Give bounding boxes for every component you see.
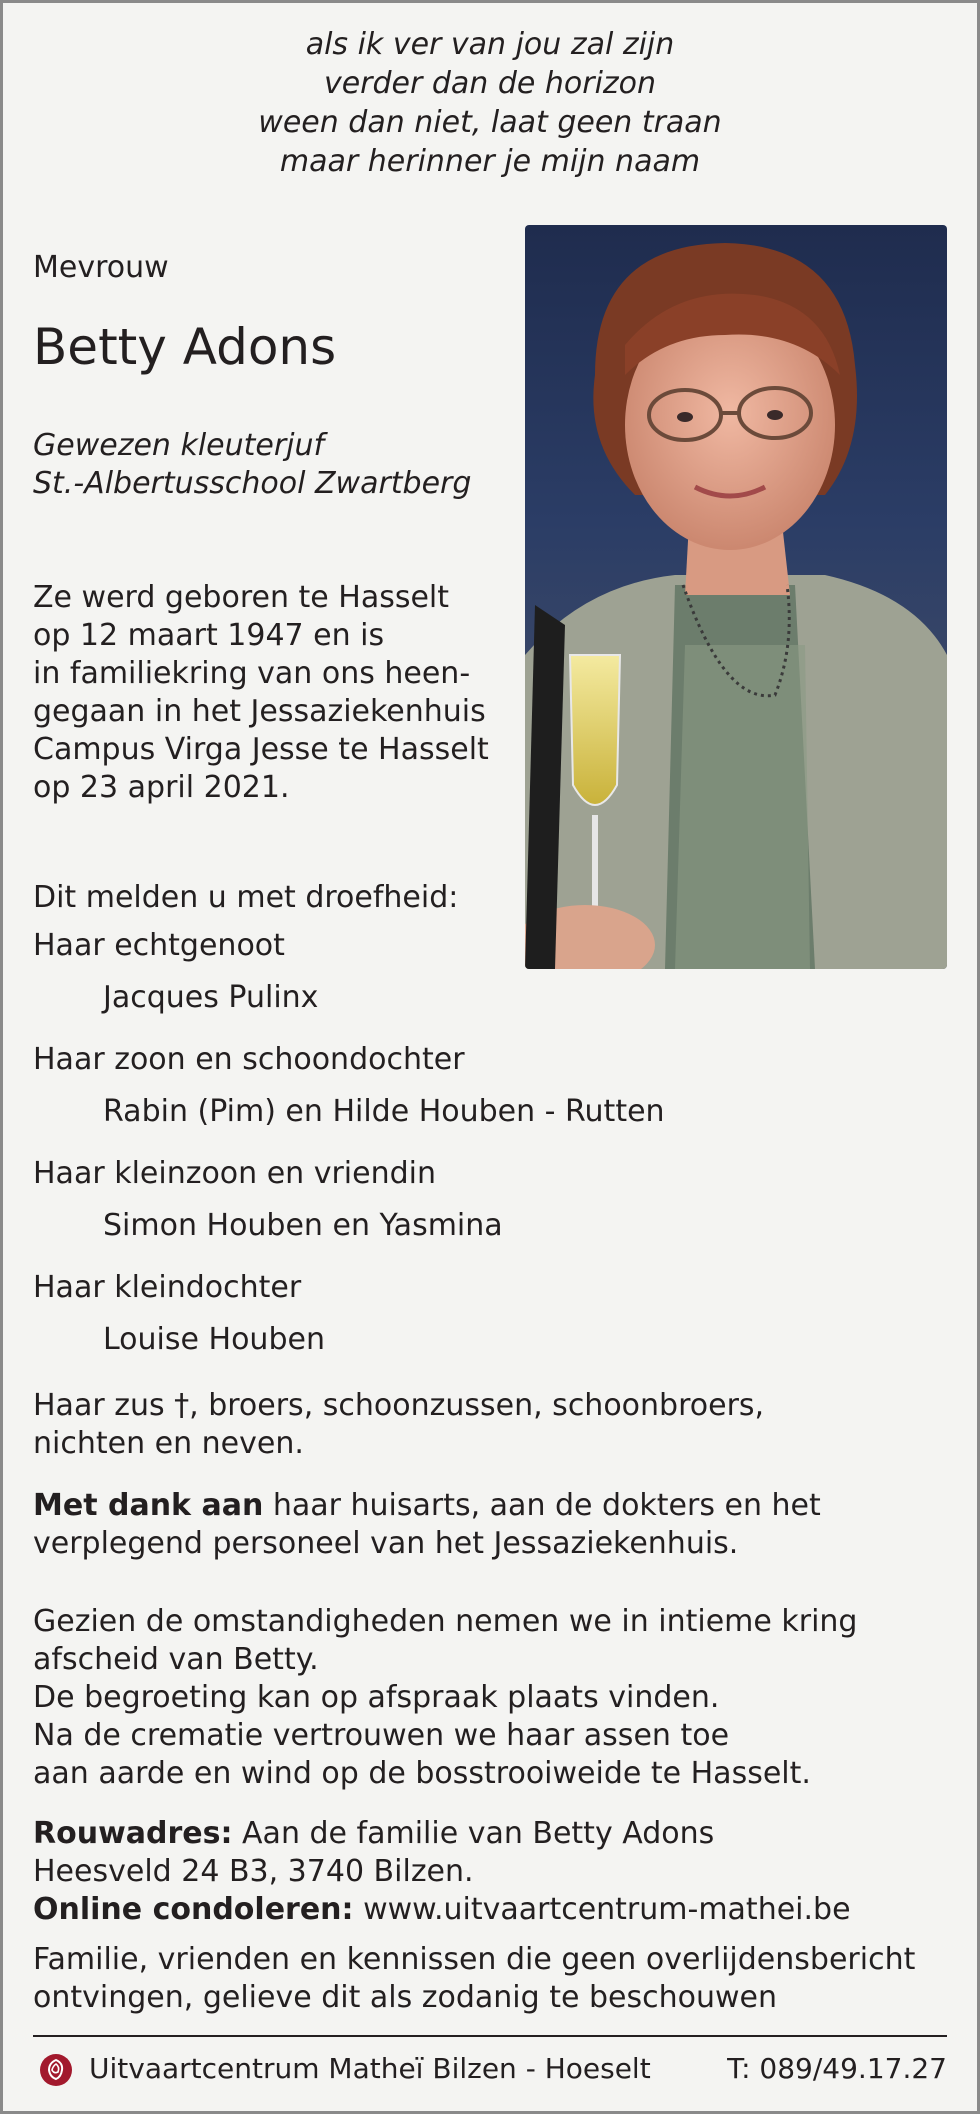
phone-number: T: 089/49.17.27 bbox=[727, 2052, 947, 2085]
thanks-lead: Met dank aan bbox=[33, 1488, 264, 1523]
footer-divider bbox=[33, 2035, 947, 2037]
text-line: afscheid van Betty. bbox=[33, 1642, 319, 1677]
address-text: Aan de familie van Betty Adons bbox=[232, 1816, 715, 1851]
text-line: in familiekring van ons heen- bbox=[33, 656, 471, 691]
text-line: aan aarde en wind op de bosstrooiweide te Hasselt. bbox=[33, 1756, 811, 1791]
poem-line: verder dan de horizon bbox=[323, 66, 657, 101]
occupation-line: St.-Albertusschool Zwartberg bbox=[33, 466, 472, 501]
footer bbox=[33, 2047, 947, 2091]
text-line: Familie, vrienden en kennissen die geen overlijdensbericht bbox=[33, 1942, 916, 1977]
family-entry bbox=[33, 1041, 665, 1155]
poem-line: ween dan niet, laat geen traan bbox=[258, 105, 722, 140]
thanks-text: haar huisarts, aan de dokters en het bbox=[263, 1488, 821, 1523]
thanks-text: verplegend personeel van het Jessaziekenhuis. bbox=[33, 1526, 739, 1561]
rose-logo-icon bbox=[39, 2053, 73, 2087]
announcement: Dit melden u met droefheid: bbox=[33, 880, 459, 915]
family-entry bbox=[33, 1269, 665, 1383]
online-label: Online condoleren: bbox=[33, 1892, 354, 1927]
honorific: Mevrouw bbox=[33, 250, 169, 285]
family-names: Rabin (Pim) en Hilde Houben - Rutten bbox=[103, 1094, 665, 1129]
text-line: gegaan in het Jessaziekenhuis bbox=[33, 694, 486, 729]
ceremony-info bbox=[33, 1603, 857, 1793]
text-line: op 12 maart 1947 en is bbox=[33, 618, 385, 653]
portrait-photo bbox=[525, 225, 947, 969]
family-relation: Haar kleindochter bbox=[33, 1270, 302, 1305]
text-line: Ze werd geboren te Hasselt bbox=[33, 580, 450, 615]
address-text: Heesveld 24 B3, 3740 Bilzen. bbox=[33, 1854, 474, 1889]
family-names: Jacques Pulinx bbox=[103, 980, 319, 1015]
thanks bbox=[33, 1487, 821, 1563]
deceased-name: Betty Adons bbox=[33, 318, 337, 376]
text-line: Na de crematie vertrouwen we haar assen toe bbox=[33, 1718, 730, 1753]
text-line: Gezien de omstandigheden nemen we in intieme kring bbox=[33, 1604, 858, 1639]
poem-line: als ik ver van jou zal zijn bbox=[305, 27, 675, 62]
occupation bbox=[33, 427, 471, 503]
online-url[interactable]: www.uitvaartcentrum-mathei.be bbox=[353, 1892, 851, 1927]
text-line: Campus Virga Jesse te Hasselt bbox=[33, 732, 489, 767]
address-label: Rouwadres: bbox=[33, 1816, 233, 1851]
birth-death-text bbox=[33, 579, 489, 807]
text-line: nichten en neven. bbox=[33, 1426, 304, 1461]
poem bbox=[3, 25, 977, 181]
address-block bbox=[33, 1815, 851, 1929]
closing-note bbox=[33, 1941, 915, 2017]
family-names: Louise Houben bbox=[103, 1322, 325, 1357]
text-line: ontvingen, gelieve dit als zodanig te beschouwen bbox=[33, 1980, 777, 2015]
text-line: Haar zus †, broers, schoonzussen, schoonbroers, bbox=[33, 1388, 765, 1423]
family-entry bbox=[33, 927, 665, 1041]
family-entry bbox=[33, 1155, 665, 1269]
text-line: De begroeting kan op afspraak plaats vinden. bbox=[33, 1680, 720, 1715]
family-relation: Haar echtgenoot bbox=[33, 928, 285, 963]
text-line: op 23 april 2021. bbox=[33, 770, 290, 805]
family-relation: Haar zoon en schoondochter bbox=[33, 1042, 465, 1077]
funeral-home-name: Uitvaartcentrum Matheï Bilzen - Hoeselt bbox=[89, 2052, 651, 2085]
other-relatives bbox=[33, 1387, 764, 1463]
family-names: Simon Houben en Yasmina bbox=[103, 1208, 503, 1243]
poem-line: maar herinner je mijn naam bbox=[279, 144, 701, 179]
occupation-line: Gewezen kleuterjuf bbox=[33, 428, 325, 463]
family-list bbox=[33, 927, 665, 1383]
family-relation: Haar kleinzoon en vriendin bbox=[33, 1156, 437, 1191]
